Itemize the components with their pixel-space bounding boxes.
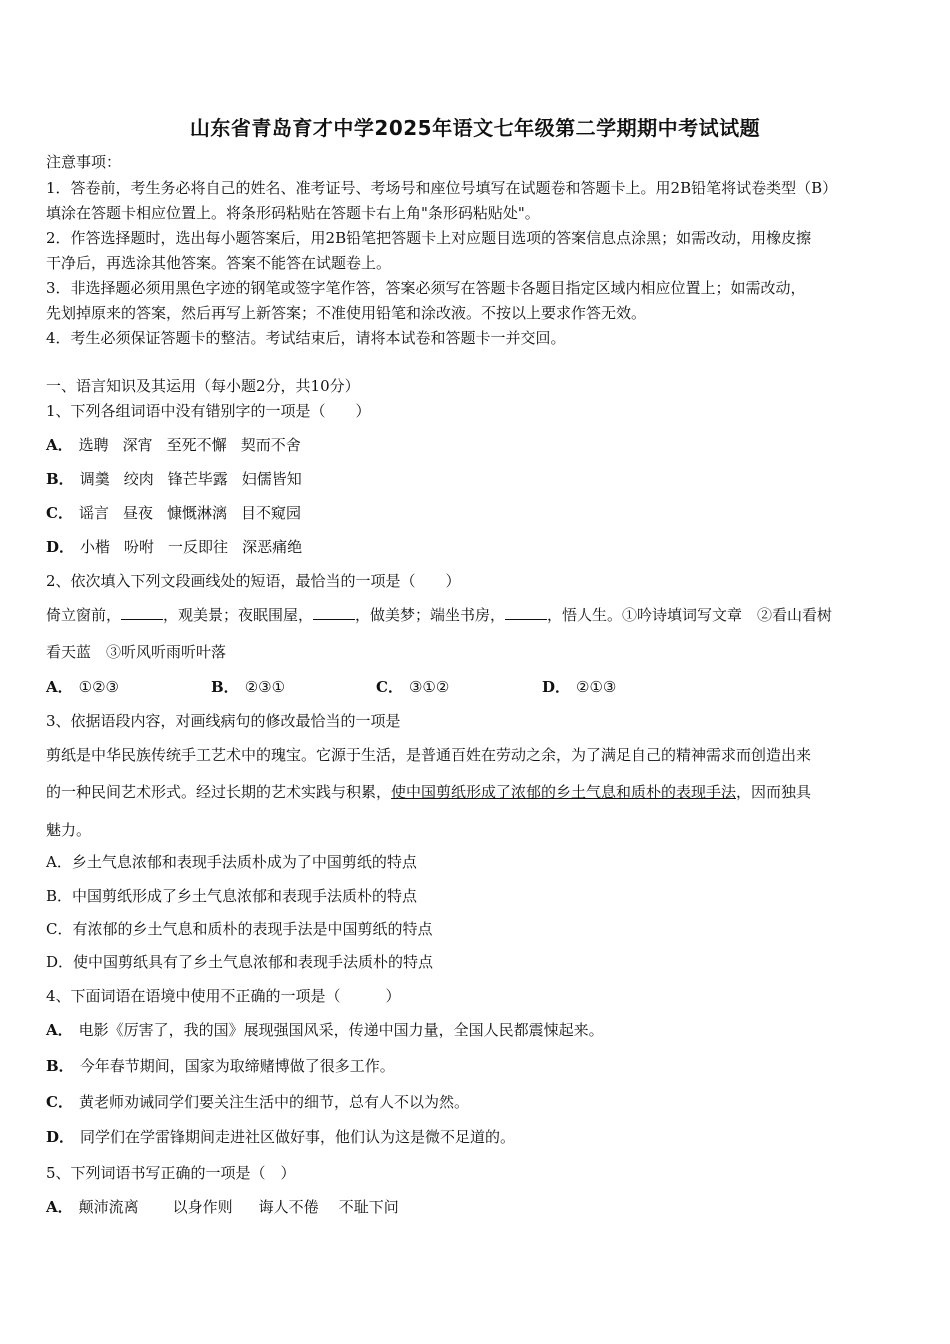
paragraph-text: 的一种民间艺术形式。经过长期的艺术实践与积累， (46, 783, 392, 801)
q1-option-d (46, 537, 908, 557)
option-letter: B． (46, 470, 74, 488)
passage-text: ，悟人生。①吟诗填词写文章 ②看山看树 (547, 606, 833, 624)
q4-option-a (46, 1020, 908, 1040)
word: 契而不舍 (240, 436, 301, 454)
q3-paragraph-line (46, 782, 908, 802)
option-text: ①②③ (78, 678, 119, 696)
word: 慷慨淋漓 (166, 504, 227, 522)
q1-option-a (46, 435, 908, 455)
notice-line: 1．答卷前，考生务必将自己的姓名、准考证号、考场号和座位号填写在试题卷和答题卡上。用2B铅笔将试卷类型（B） (46, 179, 838, 197)
word: 锋芒毕露 (167, 470, 228, 488)
word: 深恶痛绝 (242, 538, 303, 556)
q2-choice-c (376, 677, 449, 697)
question-2-stem: 2、依次填入下列文段画线处的短语，最恰当的一项是（ ） (46, 572, 461, 590)
question-3-stem: 3、依据语段内容，对画线病句的修改最恰当的一项是 (46, 712, 401, 730)
option-text: 黄老师劝诫同学们要关注生活中的细节，总有人不以为然。 (78, 1093, 469, 1111)
section-heading: 一、语言知识及其运用（每小题2分，共10分） (46, 377, 360, 395)
fill-blank (121, 605, 163, 620)
option-letter: C． (376, 678, 403, 696)
word: 选聘 (78, 436, 109, 454)
q3-option-d: D．使中国剪纸具有了乡土气息浓郁和表现手法质朴的特点 (46, 953, 434, 971)
option-letter: A． (46, 678, 73, 696)
paragraph-text: ，因而独具 (736, 783, 812, 801)
fill-blank (505, 605, 547, 620)
word: 绞肉 (123, 470, 154, 488)
notice-line: 4．考生必须保证答题卡的整洁。考试结束后，请将本试卷和答题卡一并交回。 (46, 329, 566, 347)
question-1-stem: 1、下列各组词语中没有错别字的一项是（ ） (46, 402, 371, 420)
word: 妇儒皆知 (241, 470, 302, 488)
q2-passage-line (46, 605, 908, 625)
notice-line: 干净后，再选涂其他答案。答案不能答在试题卷上。 (46, 254, 392, 272)
q2-choice-a (46, 677, 119, 697)
underlined-sentence: 使中国剪纸形成了浓郁的乡土气息和质朴的表现手法 (391, 783, 737, 801)
word: 诲人不倦 (258, 1198, 319, 1216)
option-text: ②①③ (576, 678, 617, 696)
notice-heading: 注意事项： (46, 153, 122, 171)
q1-option-b (46, 469, 908, 489)
word: 不耻下问 (338, 1198, 399, 1216)
option-text: 今年春节期间，国家为取缔赌博做了很多工作。 (79, 1057, 395, 1075)
q3-paragraph-line: 魅力。 (46, 821, 92, 839)
option-text: ③①② (408, 678, 450, 696)
word: 颠沛流离 (78, 1198, 139, 1216)
option-text: 电影《厉害了，我的国》展现强国风采，传递中国力量，全国人民都震悚起来。 (78, 1021, 604, 1039)
word: 深宵 (122, 436, 153, 454)
q2-passage-line: 看天蓝 ③听风听雨听叶落 (46, 643, 227, 661)
question-4-stem: 4、下面词语在语境中使用不正确的一项是（ ） (46, 987, 401, 1005)
option-letter: C． (46, 1093, 73, 1111)
word: 调羹 (79, 470, 110, 488)
option-letter: D． (542, 678, 571, 696)
q2-choice-d (542, 677, 616, 697)
option-letter: A． (46, 436, 73, 454)
notice-line: 先划掉原来的答案，然后再写上新答案；不准使用铅笔和涂改液。不按以上要求作答无效。 (46, 304, 647, 322)
option-text: ②③① (244, 678, 286, 696)
option-letter: B． (211, 678, 239, 696)
notice-line: 3．非选择题必须用黑色字迹的钢笔或签字笔作答，答案必须写在答题卡各题目指定区域内相应位置上；如需改动， (46, 279, 806, 297)
q4-option-c (46, 1092, 908, 1112)
question-5-stem: 5、下列词语书写正确的一项是（ ） (46, 1164, 296, 1182)
option-letter: A． (46, 1198, 73, 1216)
passage-text: ，做美梦；端坐书房， (355, 606, 506, 624)
notice-line: 2．作答选择题时，选出每小题答案后，用2B铅笔把答题卡上对应题目选项的答案信息点涂黑；如需改动，用橡皮擦 (46, 229, 812, 247)
word: 小楷 (80, 538, 111, 556)
word: 一反即往 (168, 538, 229, 556)
option-letter: D． (46, 538, 75, 556)
word: 昼夜 (122, 504, 153, 522)
q5-option-a (46, 1197, 908, 1217)
option-letter: B． (46, 1057, 74, 1075)
word: 至死不懈 (166, 436, 227, 454)
q1-option-c (46, 503, 908, 523)
option-letter: A． (46, 1021, 73, 1039)
q2-choice-b (211, 677, 285, 697)
exam-title: 山东省青岛育才中学2025年语文七年级第二学期期中考试试题 (189, 116, 761, 140)
option-letter: D． (46, 1128, 75, 1146)
option-text: 同学们在学雷锋期间走进社区做好事，他们认为这是微不足道的。 (80, 1128, 516, 1146)
q4-option-d (46, 1127, 908, 1147)
word: 谣言 (78, 504, 109, 522)
notice-line: 填涂在答题卡相应位置上。将条形码粘贴在答题卡右上角"条形码粘贴处"。 (46, 204, 540, 222)
q3-paragraph-line: 剪纸是中华民族传统手工艺术中的瑰宝。它源于生活，是普通百姓在劳动之余，为了满足自己的精神需求而创造出来 (46, 746, 812, 764)
word: 目不窥园 (241, 504, 302, 522)
word: 吩咐 (124, 538, 155, 556)
fill-blank (313, 605, 355, 620)
option-letter: C． (46, 504, 73, 522)
passage-text: ，观美景；夜眠围屋， (163, 606, 314, 624)
word: 以身作则 (172, 1198, 233, 1216)
q3-option-c: C．有浓郁的乡土气息和质朴的表现手法是中国剪纸的特点 (46, 920, 433, 938)
q4-option-b (46, 1056, 908, 1076)
q3-option-a: A．乡土气息浓郁和表现手法质朴成为了中国剪纸的特点 (46, 853, 417, 871)
passage-text: 倚立窗前， (46, 606, 122, 624)
q3-option-b: B．中国剪纸形成了乡土气息浓郁和表现手法质朴的特点 (46, 887, 418, 905)
